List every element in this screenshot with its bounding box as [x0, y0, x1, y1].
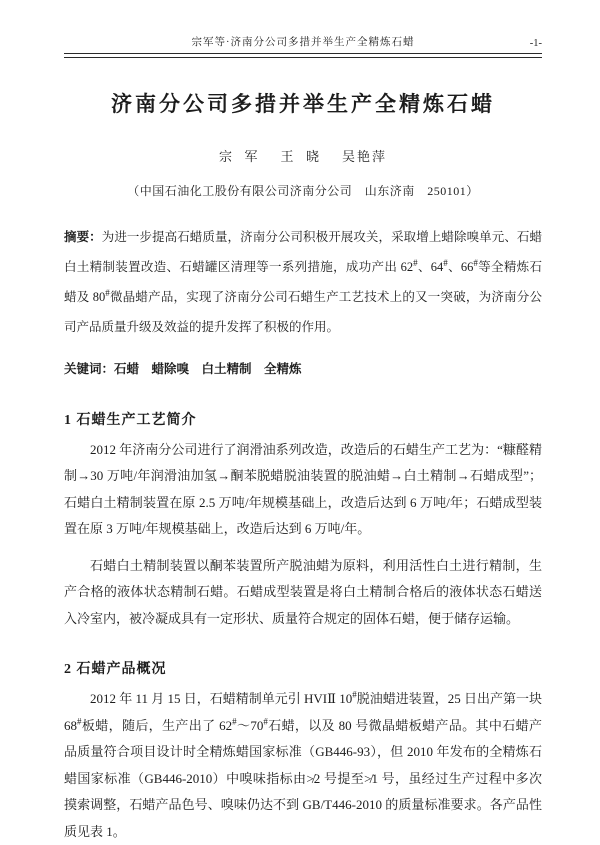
section-1-heading: 1 石蜡生产工艺简介 [64, 412, 197, 428]
running-header [64, 34, 542, 52]
article-title: 济南分公司多措并举生产全精炼石蜡 [111, 92, 495, 116]
section-2-heading: 2 石蜡产品概况 [64, 662, 167, 677]
running-title: 宗军等·济南分公司多措并举生产全精炼石蜡 [191, 37, 415, 48]
keywords-label: 关键词： [64, 361, 115, 376]
abstract-text: 为进一步提高石蜡质量，济南分公司积极开展攻关，采取增上蜡除嗅单元、石蜡白土精制装置改造、石蜡罐区清理等一系列措施，成功产出 62#、64#、66#等全精炼石蜡及 80#微晶蜡产品，实现了济南分公司石蜡生产工艺技术上的又一突破，为济南分公司产品质量升级及效益的提升发挥了积极的作用。 [64, 230, 542, 334]
keywords-text: 石蜡 蜡除嗅 白土精制 全精炼 [114, 361, 302, 376]
page-number: -1- [529, 38, 542, 49]
section-2-paragraph-1: 2012 年 11 月 15 日，石蜡精制单元引 HVIⅡ 10#脱油蜡进装置，25 日出产第一块 68#板蜡，随后，生产出了 62#～70#石蜡，以及 80 号微晶蜡板蜡产品。其中石蜡产品质量符合项目设计时全精炼蜡国家标准（GB446-93），但 2010 年发布的全精炼石蜡国家标准（GB446-2010）中嗅味指标由≯2 号提至≯1 号，虽经过生产过程中多次摸索调整，石蜡产品色号、嗅味仍达不到 GB/T446-2010 的质量标准要求。各产品性质见表 1。 [64, 689, 542, 839]
abstract-paragraph [64, 222, 542, 342]
section-1-paragraph-2: 石蜡白土精制装置以酮苯装置所产脱油蜡为原料，利用活性白土进行精制，生产合格的液体状态精制石蜡。石蜡成型装置是将白土精制合格后的液体状态石蜡送入冷室内，被冷凝成具有一定形状、质量符合规定的固体石蜡，便于储存运输。 [64, 557, 542, 626]
affiliation-line: （中国石油化工股份有限公司济南分公司 山东济南 250101） [127, 184, 479, 198]
header-rule [64, 53, 542, 58]
authors-line: 宗 军 王 晓 吴艳萍 [218, 149, 387, 164]
abstract-label: 摘要： [64, 230, 102, 244]
keywords-line [64, 355, 542, 383]
section-1-paragraph-1: 2012 年济南分公司进行了润滑油系列改造，改造后的石蜡生产工艺为：“糠醛精制→30 万吨/年润滑油加氢→酮苯脱蜡脱油装置的脱油蜡→白土精制→石蜡成型”；石蜡白土精制装置在原 2.5 万吨/年规模基础上，改造后达到 6 万吨/年；石蜡成型装置在原 3 万吨/年规模基础上，改造后达到 6 万吨/年。 [64, 441, 542, 536]
